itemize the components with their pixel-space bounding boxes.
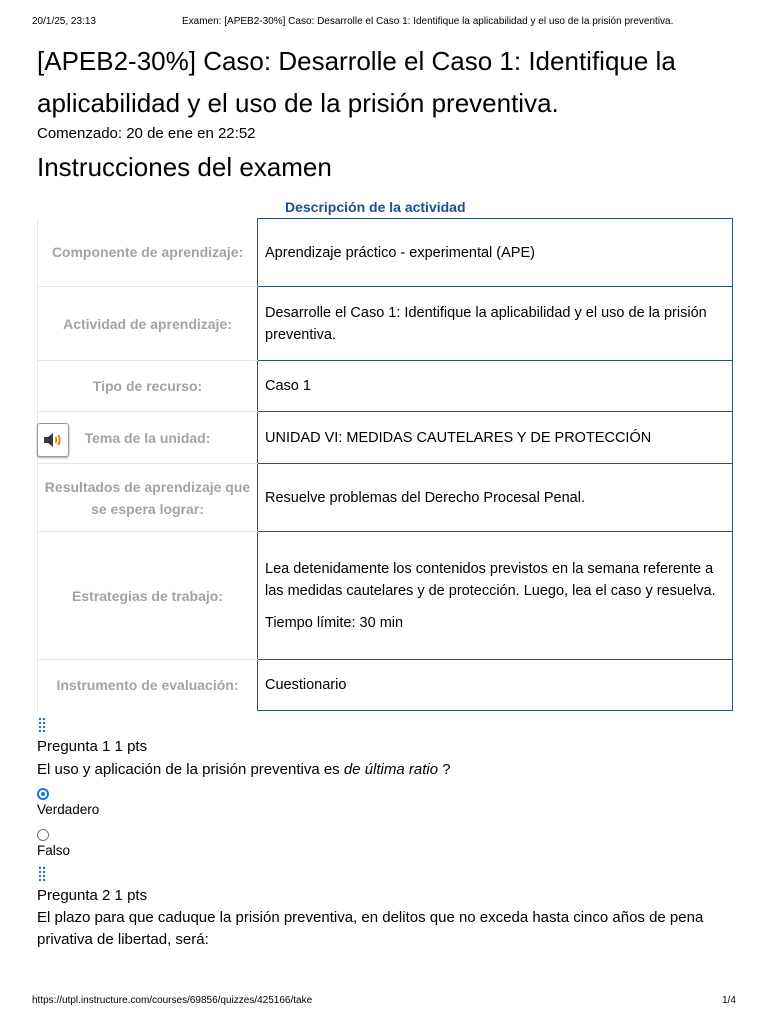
row-value: Caso 1	[258, 361, 733, 412]
speaker-volume-icon	[42, 431, 64, 449]
row-value: Desarrolle el Caso 1: Identifique la aplicabilidad y el uso de la prisión preventiva.	[258, 287, 733, 361]
print-footer	[32, 995, 736, 1009]
question-1-label: Pregunta 1 1 pts	[37, 738, 148, 755]
table-row	[38, 660, 733, 711]
table-row	[38, 287, 733, 361]
row-value: Resuelve problemas del Derecho Procesal Penal.	[258, 464, 733, 532]
row-value: Aprendizaje práctico - experimental (APE)	[258, 219, 733, 287]
table-row	[38, 219, 733, 287]
row-label: Componente de aprendizaje:	[38, 219, 258, 287]
row-label: Estrategias de trabajo:	[38, 532, 258, 660]
page-number: 1/4	[722, 995, 736, 1006]
radio-verdadero[interactable]	[37, 788, 49, 800]
print-date: 20/1/25, 23:13	[32, 16, 96, 27]
activity-description-heading: Descripción de la actividad	[285, 199, 466, 215]
print-header	[32, 16, 736, 30]
option-falso-label: Falso	[37, 843, 71, 858]
table-row	[38, 412, 733, 464]
drag-handle-icon[interactable]	[37, 866, 49, 882]
question-1-text	[37, 759, 737, 781]
question-text-emphasis: de última ratio	[343, 761, 439, 778]
table-row	[38, 464, 733, 532]
row-label: Tipo de recurso:	[38, 361, 258, 412]
activity-table	[37, 218, 733, 711]
started-timestamp: Comenzado: 20 de ene en 22:52	[37, 125, 256, 142]
row-value: Cuestionario	[258, 660, 733, 711]
row-label: Instrumento de evaluación:	[38, 660, 258, 711]
row-value: UNIDAD VI: MEDIDAS CAUTELARES Y DE PROTECCIÓN	[258, 412, 733, 464]
radio-falso[interactable]	[37, 829, 49, 841]
row-label: Resultados de aprendizaje que se espera lograr:	[38, 464, 258, 532]
strategy-text: Lea detenidamente los contenidos previstos en la semana referente a las medidas cautelares y de protección. Luego, lea el caso y resuelva.	[265, 560, 716, 599]
text-to-speech-button[interactable]	[37, 423, 69, 457]
page-title: [APEB2-30%] Caso: Desarrolle el Caso 1: Identifique la aplicabilidad y el uso de la prisión preventiva.	[37, 46, 676, 118]
question-text-part: ?	[438, 761, 451, 778]
print-title: Examen: [APEB2-30%] Caso: Desarrolle el Caso 1: Identifique la aplicabilidad y el uso de la prisión preventiva.	[182, 16, 674, 27]
drag-handle-icon[interactable]	[37, 717, 49, 733]
row-label: Actividad de aprendizaje:	[38, 287, 258, 361]
row-value	[258, 532, 733, 660]
question-2-text: El plazo para que caduque la prisión preventiva, en delitos que no exceda hasta cinco años de pena privativa de libertad, será:	[37, 909, 704, 948]
instructions-heading: Instrucciones del examen	[37, 152, 332, 182]
table-row	[38, 532, 733, 660]
option-verdadero-label: Verdadero	[37, 802, 100, 817]
question-text-part: El uso y aplicación de la prisión preventiva es	[37, 761, 344, 778]
time-limit-text: Tiempo límite: 30 min	[265, 614, 404, 631]
page-url: https://utpl.instructure.com/courses/69856/quizzes/425166/take	[32, 995, 313, 1006]
table-row	[38, 361, 733, 412]
question-2-label: Pregunta 2 1 pts	[37, 887, 148, 904]
row-label: Tema de la unidad:	[38, 412, 258, 464]
